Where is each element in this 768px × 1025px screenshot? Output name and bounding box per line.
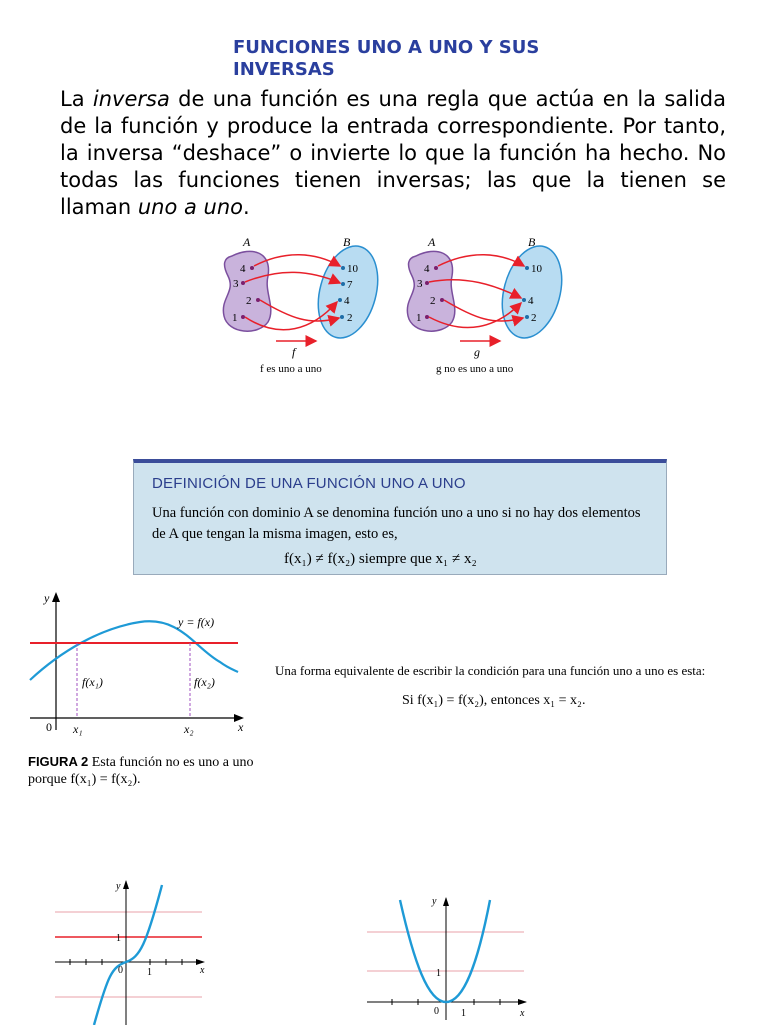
figure-2-caption [28,753,258,788]
parabola-curve [400,900,490,1002]
cubic-graph [50,875,220,1025]
para-part-2: de una función es una regla que actúa en la salida de la función y produce la entrada correspondiente. Por tanto, la inversa “deshace” o invierte lo que la función ha hecho. No todas las funciones tienen inversas; las que la tienen se llaman [60,87,727,219]
dom-1: 1 [416,312,422,324]
figure-2-number: FIGURA 2 [28,754,89,769]
para-part-3: . [243,195,250,219]
rng-7: 7 [347,279,353,291]
set-b-ellipse [309,239,387,344]
parabola-origin: 0 [434,1006,439,1017]
parabola-graph [362,892,542,1024]
rng-2: 2 [347,312,353,324]
fig2-fx2: f(x₂) [194,675,215,689]
parabola-y-label: y [432,896,437,907]
cubic-curve [94,885,162,1025]
diagram-g [407,235,571,375]
parabola-tick-x: 1 [461,1008,466,1019]
set-a-label: A [243,235,251,249]
fig2-origin: 0 [46,720,52,734]
definition-formula: f(x₁) ≠ f(x₂) siempre que x₁ ≠ x₂ [284,551,477,567]
dom-3: 3 [417,278,423,290]
dom-3: 3 [233,278,239,290]
page-title: FUNCIONES UNO A UNO Y SUS INVERSAS [233,37,540,80]
rng-10: 10 [347,263,358,275]
fig2-x-label: x [238,720,244,734]
set-b-label: B [343,235,351,249]
set-b-ellipse [493,239,571,344]
figure-2-text: Esta función no es uno a uno porque f(x₁) = f(x₂). [28,755,254,787]
figure-2-graph [20,590,260,740]
mapping-diagrams [0,0,768,400]
cubic-y-label: y [116,881,121,892]
definition-box [133,459,667,575]
rng-4: 4 [528,295,534,307]
dom-1: 1 [232,312,238,324]
fig2-x1: x₁ [73,722,83,736]
para-term-inversa: inversa [92,87,170,111]
fig2-curve-label: y = f(x) [178,615,215,629]
cubic-tick-x: 1 [147,967,152,978]
dom-4: 4 [240,263,246,275]
cubic-origin: 0 [118,965,123,976]
func-g-label: g [474,345,480,359]
set-b-label: B [528,235,536,249]
cubic-x-label: x [200,965,205,976]
para-part-1: La [60,87,93,111]
rng-10: 10 [531,263,542,275]
caption-g: g no es uno a uno [436,363,514,375]
func-f-label: f [292,345,296,359]
set-a-blob [223,251,270,331]
dom-4: 4 [424,263,430,275]
fig2-curve [30,621,238,680]
definition-body: Una función con dominio A se denomina función uno a uno si no hay dos elementos de A que tengan la misma imagen, esto es, [152,505,641,542]
fig2-fx1: f(x₁) [82,675,103,689]
definition-heading: DEFINICIÓN DE UNA FUNCIÓN UNO A UNO [152,475,466,492]
para-term-uno-a-uno: uno a uno [137,195,244,219]
rng-4: 4 [344,295,350,307]
set-a-label: A [428,235,436,249]
caption-f: f es uno a uno [260,363,322,375]
cubic-tick-y: 1 [116,933,121,944]
fig2-x2: x₂ [184,722,194,736]
parabola-tick-y: 1 [436,968,441,979]
rng-2: 2 [531,312,537,324]
diagram-f [223,235,387,375]
equivalent-formula: Si f(x₁) = f(x₂), entonces x₁ = x₂. [402,693,586,708]
dom-2: 2 [430,295,436,307]
parabola-x-label: x [520,1008,525,1019]
set-a-blob [407,251,454,331]
fig2-y-label: y [44,591,50,605]
equivalent-text: Una forma equivalente de escribir la condición para una función uno a uno es esta: [275,663,706,678]
dom-2: 2 [246,295,252,307]
